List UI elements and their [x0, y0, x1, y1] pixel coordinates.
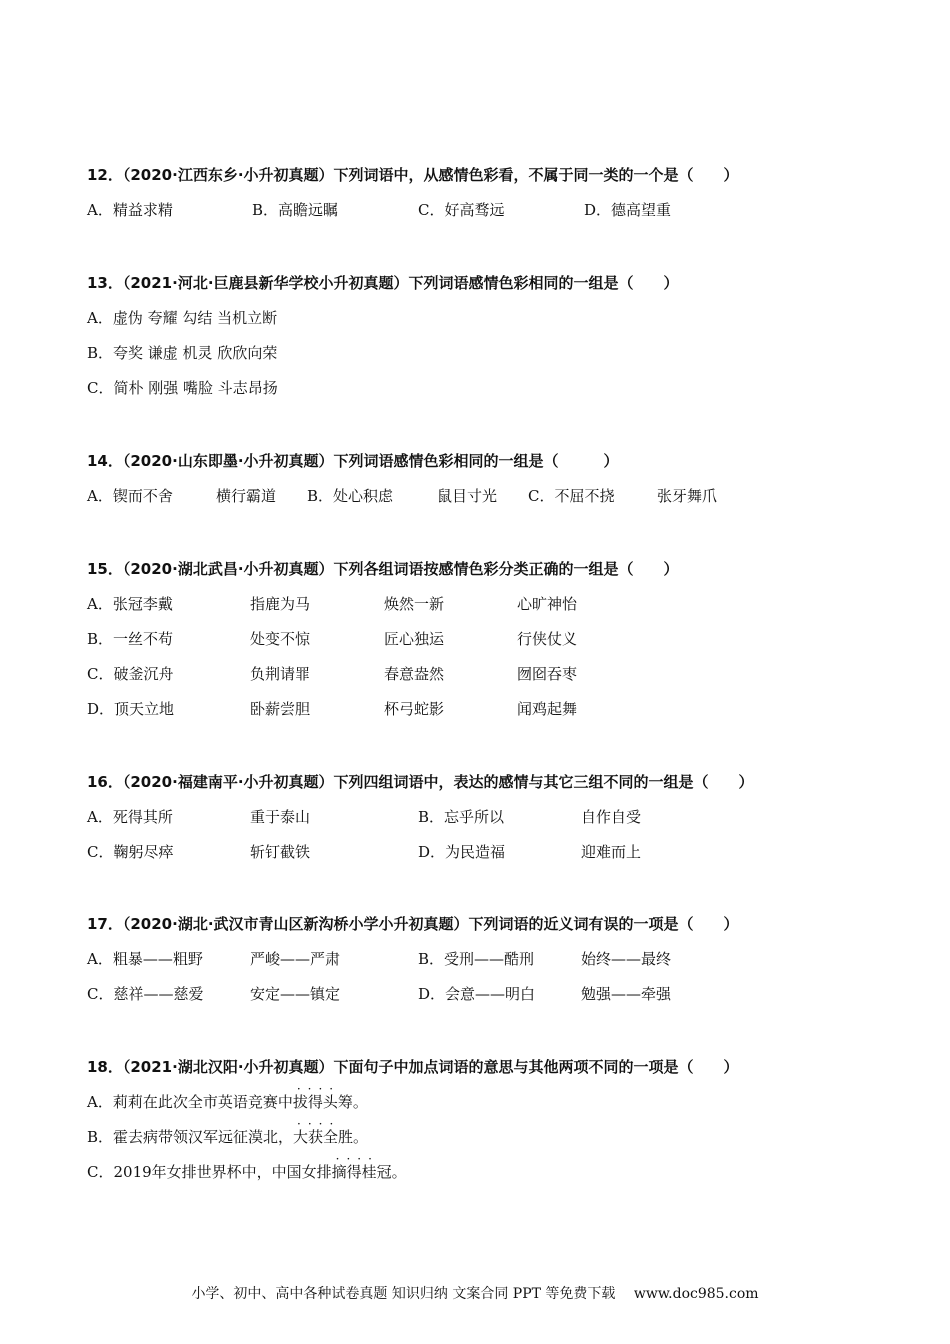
page-footer: 小学、初中、高中各种试卷真题 知识归纳 文案合同 PPT 等免费下载 www.doc985.com — [191, 1286, 759, 1302]
option-d[interactable]: D．会意——明白 — [418, 985, 536, 1003]
option-word: 处变不惊 — [250, 630, 311, 648]
sentence-end: 。 — [391, 1163, 407, 1181]
sentence-end: 。 — [352, 1093, 368, 1111]
question-title: 17．（2020·湖北·武汉市青山区新沟桥小学小升初真题）下列词语的近义词有误的一项是（ ） — [87, 915, 739, 933]
option-word: 匠心独运 — [384, 630, 445, 648]
options-row — [87, 699, 867, 719]
question-title: 14．（2020·山东即墨·小升初真题）下列词语感情色彩相同的一组是（ ） — [87, 452, 619, 470]
emphasis-dots: ···· — [335, 1152, 379, 1166]
options-row — [87, 200, 867, 220]
option-word: 心旷神怡 — [517, 595, 578, 613]
option-c[interactable]: C．好高骛远 — [418, 201, 505, 219]
option-d[interactable]: D．顶天立地 — [87, 700, 175, 718]
question-17 — [87, 914, 867, 1004]
option-word: 杯弓蛇影 — [384, 700, 445, 718]
option-word: 安定——镇定 — [250, 985, 341, 1003]
emphasis-dots: ···· — [297, 1117, 341, 1131]
option-b[interactable]: B．忘乎所以 — [418, 808, 505, 826]
option-c-word: 张牙舞爪 — [657, 487, 718, 505]
options-row — [87, 308, 867, 328]
option-word: 卧薪尝胆 — [250, 700, 311, 718]
option-a[interactable]: A．死得其所 — [87, 808, 173, 826]
question-13 — [87, 273, 867, 398]
question-title: 16．（2020·福建南平·小升初真题）下列四组词语中，表达的感情与其它三组不同的一组是（ ） — [87, 773, 754, 791]
emphasized-phrase: ···· 摘得桂冠 — [331, 1152, 392, 1181]
option-word: 指鹿为马 — [250, 595, 311, 613]
option-a[interactable]: A．张冠李戴 — [87, 595, 173, 613]
options-row — [87, 594, 867, 614]
option-word: 行侠仗义 — [517, 630, 578, 648]
option-b[interactable]: B．夸奖 谦虚 机灵 欣欣向荣 — [87, 344, 278, 362]
question-title: 18．（2021·湖北汉阳·小升初真题）下面句子中加点词语的意思与其他两项不同的一项是（ ） — [87, 1058, 739, 1076]
sentence-end: 。 — [353, 1128, 369, 1146]
option-d[interactable]: D．德高望重 — [584, 201, 672, 219]
option-d[interactable]: D．为民造福 — [418, 843, 506, 861]
option-b[interactable]: B．高瞻远瞩 — [252, 201, 339, 219]
option-a[interactable] — [87, 1082, 867, 1112]
option-c[interactable]: C．简朴 刚强 嘴脸 斗志昂扬 — [87, 379, 278, 397]
question-title: 13．（2021·河北·巨鹿县新华学校小升初真题）下列词语感情色彩相同的一组是（ ） — [87, 274, 679, 292]
question-18 — [87, 1057, 867, 1182]
option-a[interactable]: A．粗暴——粗野 — [87, 950, 203, 968]
option-a[interactable]: A．虚伪 夸耀 勾结 当机立断 — [87, 309, 278, 327]
option-word: 春意盎然 — [384, 665, 445, 683]
options-row — [87, 343, 867, 363]
options-row — [87, 949, 867, 969]
option-word: 始终——最终 — [581, 950, 672, 968]
emphasized-phrase: ···· 大获全胜 — [293, 1117, 354, 1146]
option-b[interactable]: B．一丝不苟 — [87, 630, 174, 648]
option-c[interactable]: C．不屈不挠 — [528, 487, 615, 505]
option-b[interactable]: B．受刑——酷刑 — [418, 950, 535, 968]
option-word: 严峻——严肃 — [250, 950, 341, 968]
option-word: 迎难而上 — [581, 843, 642, 861]
question-14 — [87, 451, 867, 506]
sentence-text: C．2019年女排世界杯中，中国女排 — [87, 1163, 332, 1181]
emphasis-dots: ···· — [296, 1082, 341, 1096]
option-word: 囫囵吞枣 — [517, 665, 578, 683]
option-word: 重于泰山 — [250, 808, 311, 826]
options-row — [87, 664, 867, 684]
options-row — [87, 378, 867, 398]
option-word: 自作自受 — [581, 808, 642, 826]
question-15 — [87, 559, 867, 719]
sentence-text: B．霍去病带领汉军远征漠北， — [87, 1128, 294, 1146]
option-c[interactable]: C．破釜沉舟 — [87, 665, 174, 683]
option-b[interactable] — [87, 1117, 867, 1147]
emphasized-phrase: ···· 拔得头筹 — [292, 1082, 353, 1111]
options-row — [87, 629, 867, 649]
question-title: 15．（2020·湖北武昌·小升初真题）下列各组词语按感情色彩分类正确的一组是（ ） — [87, 560, 679, 578]
question-12 — [87, 165, 867, 220]
option-a[interactable]: A．精益求精 — [87, 201, 173, 219]
option-b[interactable]: B．处心积虑 — [307, 487, 394, 505]
option-b-word: 鼠目寸光 — [437, 487, 498, 505]
options-row — [87, 842, 867, 862]
option-word: 勉强——牵强 — [581, 985, 672, 1003]
option-word: 焕然一新 — [384, 595, 445, 613]
option-word: 负荆请罪 — [250, 665, 311, 683]
question-16 — [87, 772, 867, 862]
options-row — [87, 486, 867, 506]
option-c[interactable] — [87, 1152, 867, 1182]
question-title: 12．（2020·江西东乡·小升初真题）下列词语中，从感情色彩看，不属于同一类的一个是（ ） — [87, 166, 739, 184]
option-a-word: 横行霸道 — [216, 487, 277, 505]
option-c[interactable]: C．慈祥——慈爱 — [87, 985, 204, 1003]
sentence-text: A．莉莉在此次全市英语竞赛中 — [87, 1093, 293, 1111]
option-word: 闻鸡起舞 — [517, 700, 578, 718]
option-a[interactable]: A．锲而不舍 — [87, 487, 173, 505]
option-word: 斩钉截铁 — [250, 843, 311, 861]
options-row — [87, 984, 867, 1004]
options-row — [87, 807, 867, 827]
option-c[interactable]: C．鞠躬尽瘁 — [87, 843, 174, 861]
